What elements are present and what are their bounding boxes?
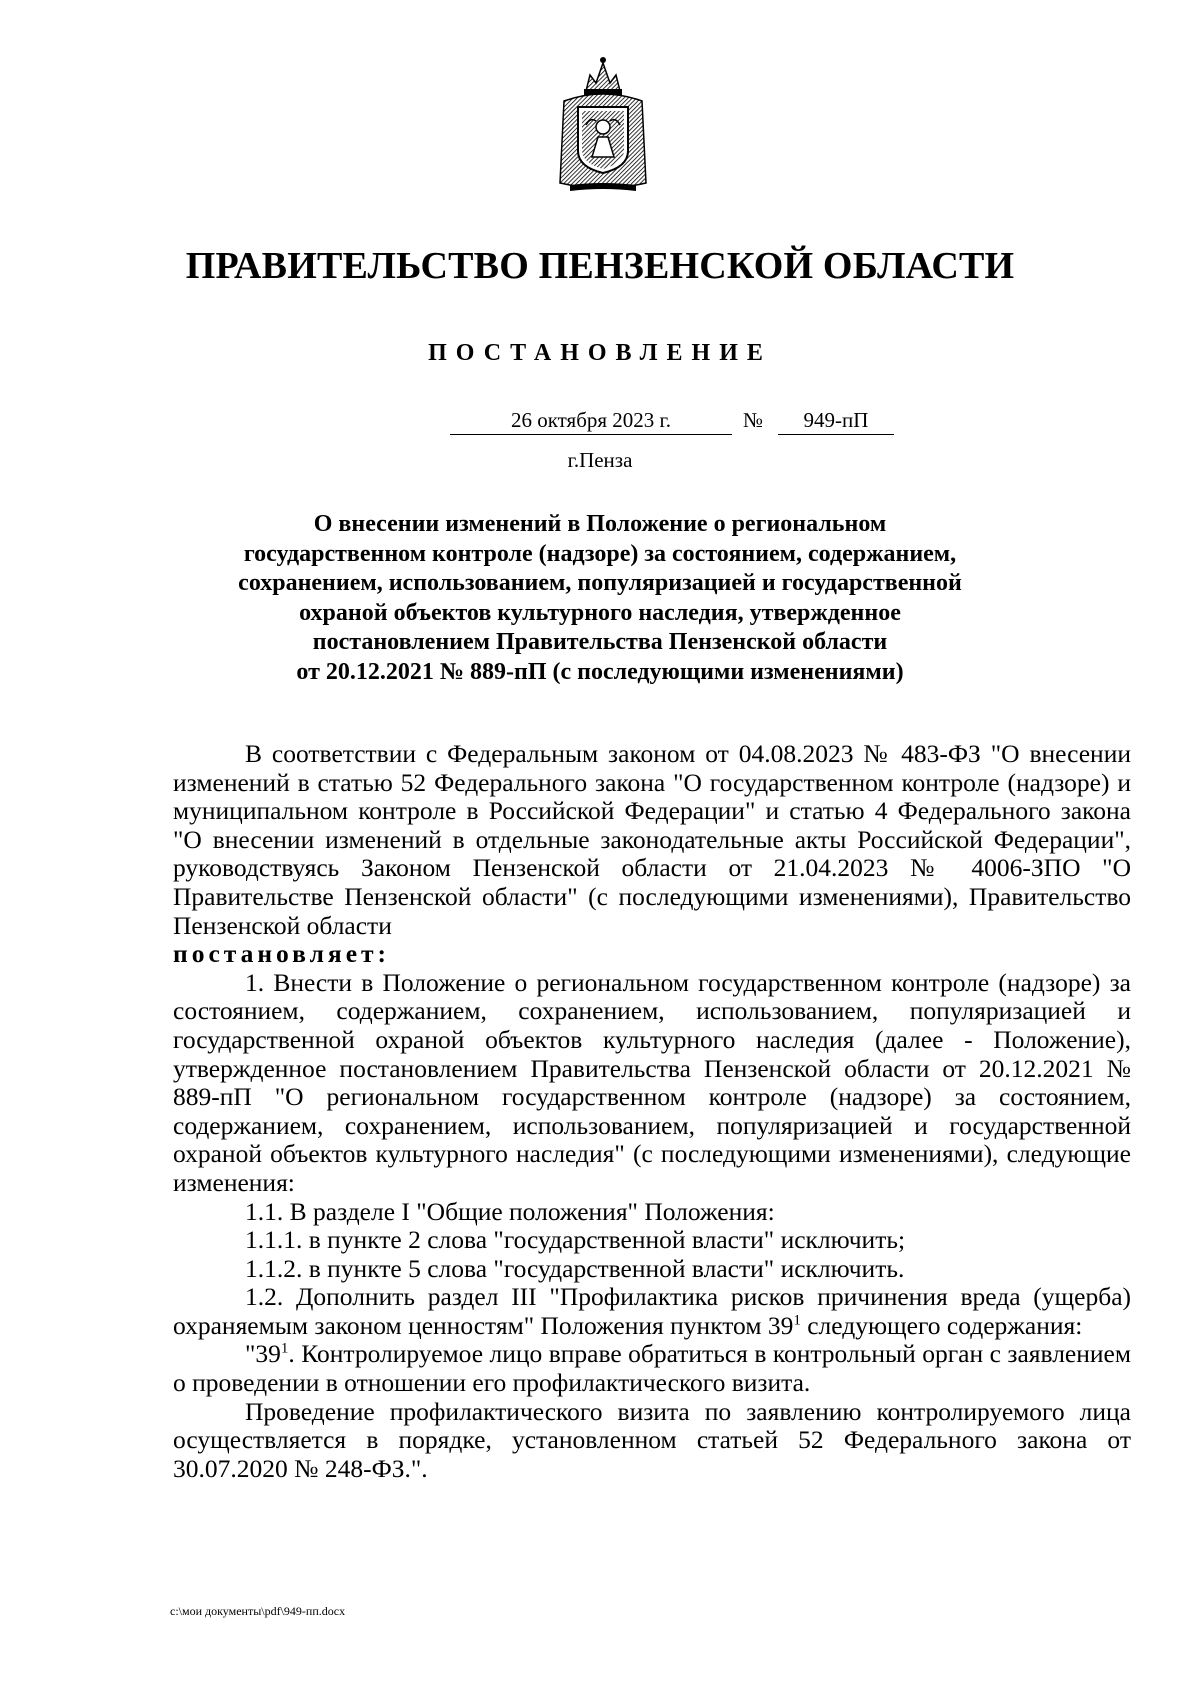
subject-line: охраной объектов культурного наследия, утвержденное	[299, 599, 901, 626]
quote-superscript: 1	[280, 1340, 289, 1357]
document-body	[173, 740, 1131, 1483]
quote-text: . Контролируемое лицо вправе обратиться в контрольный орган с заявлением о проведении в отношении его профилактического визита.	[173, 1339, 1131, 1398]
subject-line: государственном контроле (надзоре) за состоянием, содержанием,	[243, 540, 957, 567]
preamble-paragraph: В соответствии с Федеральным законом от 04.08.2023 № 483-ФЗ "О внесении изменений в статью 52 Федерального закона "О государственном контроле (надзоре) и муниципальном контроле в Российской Федерации" и статью 4 Федерального закона "О внесении изменений в отдельные законодательные акты Российской Федерации", руководствуясь Законом Пензенской области от 21.04.2023 № 4006-ЗПО "О Правительстве Пензенской области" (с последующими изменениями), Правительство Пензенской области	[173, 739, 1131, 940]
resolves-paragraph	[173, 940, 1131, 969]
item-1-2-superscript: 1	[793, 1312, 801, 1329]
quote-paragraph	[173, 1340, 1131, 1397]
item-1-2-tail: следующего содержания:	[800, 1310, 1083, 1340]
document-number: 949-пП	[778, 408, 894, 435]
quote-paragraph-2: Проведение профилактического визита по заявлению контролируемого лица осуществляется в порядке, установленном статьей 52 Федерального закона от 30.07.2020 № 248-ФЗ.".	[173, 1396, 1131, 1483]
document-type: ПОСТАНОВЛЕНИЕ	[428, 340, 772, 366]
item-1-2-paragraph	[173, 1283, 1131, 1340]
subject-line: постановлением Правительства Пензенской области	[312, 629, 888, 655]
subject-line: О внесении изменений в Положение о региональном	[313, 511, 887, 537]
file-path-footer: c:\мои документы\pdf\949-пп.docx	[170, 1604, 346, 1618]
number-sign: №	[743, 408, 764, 432]
subject-line: сохранением, использованием, популяризацией и государственной	[238, 570, 962, 596]
organization-title: ПРАВИТЕЛЬСТВО ПЕНЗЕНСКОЙ ОБЛАСТИ	[185, 245, 1015, 287]
item-1-2-text: 1.2. Дополнить раздел III "Профилактика рисков причинения вреда (ущерба) охраняемым законом ценностям" Положения пунктом 39	[173, 1282, 1131, 1340]
coat-of-arms-emblem	[556, 55, 650, 195]
item-1-1-1-paragraph: 1.1.1. в пункте 2 слова "государственной власти" исключить;	[245, 1225, 906, 1255]
date-number-line	[0, 408, 1200, 438]
document-date: 26 октября 2023 г.	[450, 408, 732, 435]
document-subject	[160, 510, 1040, 687]
item-1-1-2-paragraph: 1.1.2. в пункте 5 слова "государственной власти" исключить.	[245, 1253, 905, 1283]
resolves-word: постановляет:	[173, 939, 391, 969]
subject-line: от 20.12.2021 № 889-пП (с последующими изменениями)	[296, 658, 904, 685]
item-1-1-paragraph: 1.1. В разделе I "Общие положения" Положения:	[245, 1196, 775, 1226]
quote-open: "39	[245, 1339, 281, 1369]
city: г.Пенза	[567, 448, 633, 472]
item-1-paragraph: 1. Внести в Положение о региональном государственном контроле (надзоре) за состоянием, содержанием, сохранением, использованием, популяризацией и государственной охраной объектов культурного наследия (далее - Положение), утвержденное постановлением Правительства Пензенской области от 20.12.2021 № 889-пП "О региональном государственном контроле (надзоре) за состоянием, содержанием, сохранением, использованием, популяризацией и государственной охраной объектов культурного наследия" (с последующими изменениями), следующие изменения:	[173, 967, 1131, 1197]
